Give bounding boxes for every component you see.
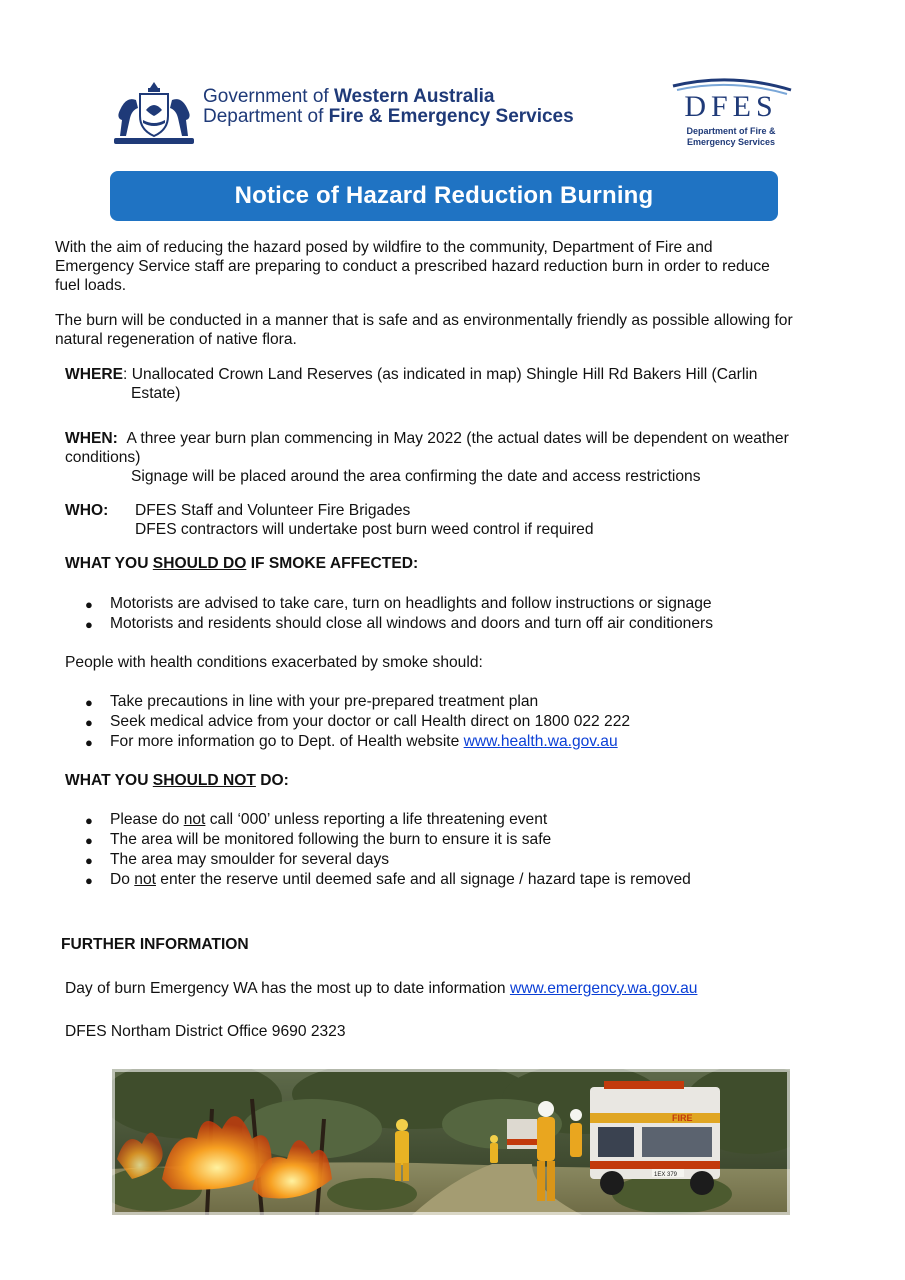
- when-label: WHEN:: [65, 430, 118, 447]
- should-do-heading: WHAT YOU SHOULD DO IF SMOKE AFFECTED:: [65, 555, 419, 572]
- should-not-heading: WHAT YOU SHOULD NOT DO:: [65, 772, 289, 789]
- should-do-item-2: Motorists and residents should close all windows and doors and turn off air conditioners: [110, 615, 714, 632]
- bullet-icon: ●: [85, 853, 93, 868]
- notice-title-banner: Notice of Hazard Reduction Burning: [110, 171, 778, 221]
- bullet-icon: ●: [85, 813, 93, 828]
- where-line-1: WHERE: Unallocated Crown Land Reserves (as indicated in map) Shingle Hill Rd Bakers Hill (Carlin: [65, 366, 758, 383]
- health-item-1: Take precautions in line with your pre-prepared treatment plan: [110, 693, 539, 710]
- intro-line-3: fuel loads.: [55, 277, 127, 294]
- svg-text:DFES: DFES: [684, 90, 778, 123]
- intro-line-2: Emergency Service staff are preparing to conduct a prescribed hazard reduction burn in order to reduce: [55, 258, 770, 275]
- should-do-item-1: Motorists are advised to take care, turn on headlights and follow instructions or signage: [110, 595, 712, 612]
- emergency-wa-line: Day of burn Emergency WA has the most up to date information www.emergency.wa.gov.au: [65, 980, 698, 997]
- when-line-1: WHEN: A three year burn plan commencing in May 2022 (the actual dates will be dependent on weather: [65, 430, 789, 447]
- bullet-icon: ●: [85, 873, 93, 888]
- department-name: Department of Fire & Emergency Services: [203, 106, 574, 127]
- bullet-icon: ●: [85, 833, 93, 848]
- health-item-3: For more information go to Dept. of Health website www.health.wa.gov.au: [110, 733, 618, 750]
- should-not-item-2: The area will be monitored following the burn to ensure it is safe: [110, 831, 552, 848]
- svg-text:1EX 379: 1EX 379: [654, 1172, 678, 1178]
- hazard-burn-photo: [112, 1069, 790, 1215]
- wa-coat-of-arms-icon: [110, 80, 198, 148]
- svg-text:Emergency Services: Emergency Services: [686, 137, 776, 147]
- dfes-logo: [667, 76, 795, 150]
- health-item-2: Seek medical advice from your doctor or call Health direct on 1800 022 222: [110, 713, 631, 730]
- should-not-item-1: Please do not call ‘000’ unless reporting a life threatening event: [110, 811, 548, 828]
- bullet-icon: ●: [85, 715, 93, 730]
- who-label: WHO:: [65, 502, 109, 519]
- district-office-line: DFES Northam District Office 9690 2323: [65, 1023, 346, 1040]
- should-not-item-3: The area may smoulder for several days: [110, 851, 390, 868]
- who-line-1: DFES Staff and Volunteer Fire Brigades: [135, 502, 411, 519]
- when-line-3: Signage will be placed around the area confirming the date and access restrictions: [131, 468, 701, 485]
- manner-line-1: The burn will be conducted in a manner that is safe and as environmentally friendly as possible allowing for: [55, 312, 793, 329]
- who-line-2: DFES contractors will undertake post burn weed control if required: [135, 521, 594, 538]
- intro-line-1: With the aim of reducing the hazard posed by wildfire to the community, Department of Fire and: [55, 239, 713, 256]
- further-info-heading: FURTHER INFORMATION: [61, 936, 249, 953]
- where-line-2: Estate): [131, 385, 181, 402]
- bullet-icon: ●: [85, 617, 93, 632]
- svg-text:Department of Fire &: Department of Fire &: [686, 126, 776, 136]
- government-name: Government of Western Australia: [203, 86, 495, 107]
- bullet-icon: ●: [85, 695, 93, 710]
- health-website-link[interactable]: www.health.wa.gov.au: [463, 733, 618, 750]
- where-label: WHERE: [65, 366, 124, 383]
- should-not-item-4: Do not enter the reserve until deemed safe and all signage / hazard tape is removed: [110, 871, 691, 888]
- health-intro: People with health conditions exacerbated by smoke should:: [65, 654, 483, 671]
- bullet-icon: ●: [85, 597, 93, 612]
- emergency-wa-link[interactable]: www.emergency.wa.gov.au: [509, 980, 698, 997]
- manner-line-2: natural regeneration of native flora.: [55, 331, 297, 348]
- svg-text:FIRE: FIRE: [672, 1113, 693, 1123]
- bullet-icon: ●: [85, 735, 93, 750]
- when-line-2: conditions): [65, 449, 141, 466]
